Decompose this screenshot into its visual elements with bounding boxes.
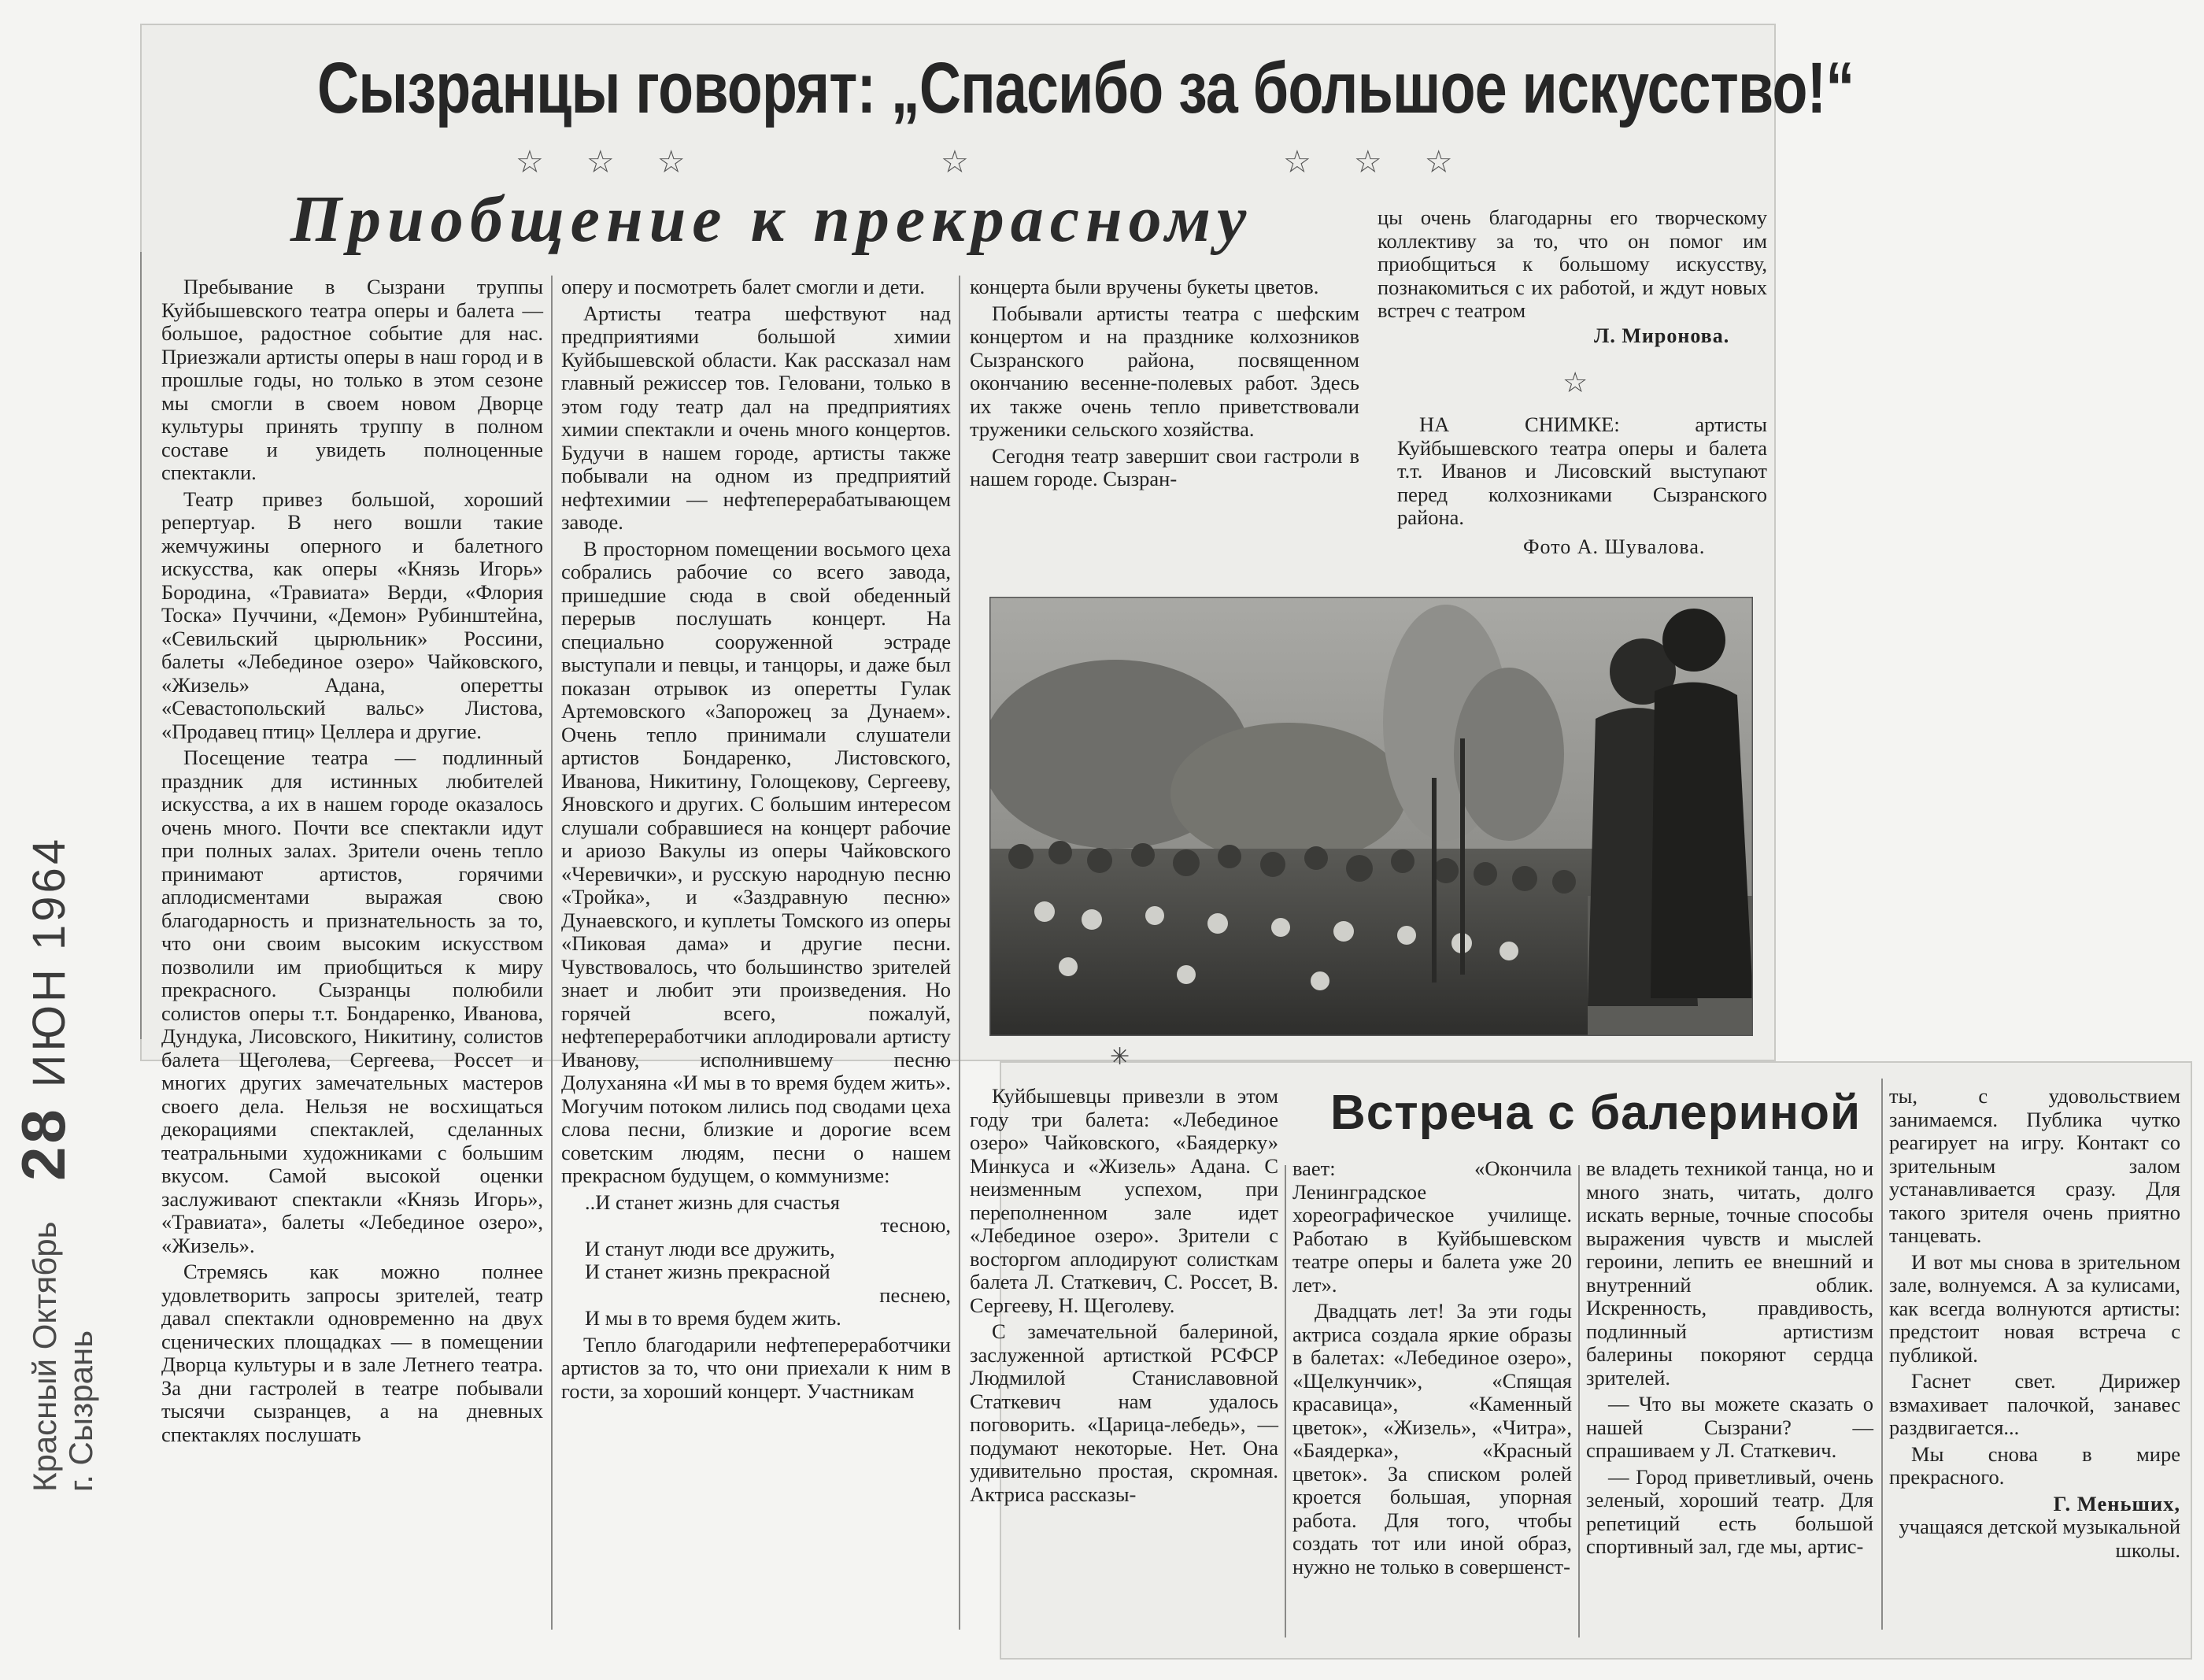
poem-line: ..И станет жизнь для счастья	[585, 1190, 840, 1214]
paragraph: Мы снова в мире прекрасного.	[1889, 1441, 2180, 1489]
star-separator-icon: ✳	[1110, 1044, 1130, 1070]
paragraph: Пребывание в Сызрани труппы Куйбышевского театра оперы и балета — большое, радостное событие для нас. Приезжали артисты оперы в наш город и в прошлые годы, но только в этом сезоне мы смогли в своем новом Дворце культуры принять труппу в полном составе и увидеть полноценные спектакли.	[161, 275, 543, 484]
date-day: 28	[9, 1106, 78, 1181]
page-headline: Сызранцы говорят: „Спасибо за большое искусство!“	[317, 48, 1855, 128]
caption-text: НА СНИМКЕ: артисты Куйбышевского театра оперы и балета т.т. Иванов и Лисовский выступают перед колхозниками Сызранского района.	[1397, 413, 1767, 529]
poem-line: И станут люди все дружить,	[585, 1236, 835, 1260]
poem	[585, 1191, 951, 1330]
article2-column-1	[970, 1085, 1278, 1509]
article2-title: Встреча с балериной	[1330, 1086, 1862, 1140]
source-stamp	[27, 1122, 99, 1492]
column-rule	[1578, 1165, 1580, 1637]
article1-column-3	[970, 276, 1359, 494]
column-rule	[959, 276, 960, 1630]
column-rule	[140, 252, 142, 1039]
paragraph: концерта были вручены букеты цветов.	[970, 275, 1319, 298]
paragraph: Гаснет свет. Дирижер взмахивает палочкой, занавес раздвигается...	[1889, 1369, 2180, 1439]
photo-caption	[1397, 413, 1767, 533]
date-stamp	[8, 677, 79, 1181]
paragraph: — Что вы можете сказать о нашей Сызрани? — спрашиваем у Л. Статкевич.	[1586, 1392, 1873, 1462]
paragraph: Сегодня театр завершит свои гастроли в нашем городе. Сызран-	[970, 443, 1359, 490]
concert-photo-image	[989, 597, 1753, 1036]
article2-column-4	[1889, 1085, 2180, 1562]
poem-line: И мы в то время будем жить.	[585, 1306, 841, 1330]
poem-line: тесною,	[880, 1213, 951, 1237]
article2-column-3	[1586, 1157, 1873, 1562]
column-rule	[1285, 1165, 1286, 1637]
star-separator-icon: ☆	[1562, 367, 1588, 398]
star-center-icon: ☆	[941, 144, 986, 179]
article1-column-2	[561, 276, 951, 1406]
paragraph: ве владеть техникой танца, но и много знать, читать, долго искать верные, точные способы выражения чувств и мыслей героини, лепить ее внешний и внутренний облик. Искренность, правдивость, подлинный артистизм балерины покоряют сердца зрителей.	[1586, 1156, 1873, 1390]
article1-signature: Л. Миронова.	[1594, 324, 1730, 347]
poem-line: И станет жизнь прекрасной	[585, 1260, 830, 1283]
paragraph: Театр привез большой, хороший репертуар. В него вошли такие жемчужины оперного и балетного искусства, как оперы «Князь Игорь» Бородина, «Травиата» Верди, «Флория Тоска» Пуччини, «Демон» Рубинштейна, «Севильский цырюльник» Россини, балеты «Лебединое озеро» Чайковского, «Жизель» Адана, оперетты «Севастопольский вальс» Листова, «Продавец птиц» Целлера и другие.	[161, 487, 543, 743]
star-row-right-icon: ☆ ☆ ☆	[1283, 144, 1470, 179]
paragraph: ты, с удовольствием занимаемся. Публика чутко реагирует на игру. Контакт со зрительным залом устанавливается сразу. Для такого зрителя очень приятно танцевать.	[1889, 1084, 2180, 1247]
paragraph: Артисты театра шефствуют над предприятиями большой химии Куйбышевской области. Как рассказал нам главный режиссер тов. Геловани, только в этом году театр дал на предприятиях химии спектакли и очень много концертов. Будучи в нашем городе, артисты также побывали на одном из предприятий нефтехимии — нефтеперерабатывающем заводе.	[561, 301, 951, 534]
paragraph: Посещение театра — подлинный праздник для истинных любителей искусства, а их в нашем городе оказалось очень много. Почти все спектакли идут при полных залах. Зрители очень тепло принимают артистов, горячими аплодисментами выражая свою благодарность и признательность за то, что они своим высоким искусством позволили им приобщиться к миру прекрасного. Сызранцы полюбили солистов оперы т.т. Бондаренко, Иванова, Дундука, Лисовского, Никитину, солистов балета Щеголева, Сергеева, Россет и многих других замечательных мастеров своего дела. Нельзя не восхищаться декорациями спектаклей, сделанных театральными художниками с большим вкусом. Самой высокой оценки заслуживают спектакли «Князь Игорь», «Травиата», балеты «Лебединое озеро», «Жизель».	[161, 746, 543, 1257]
paragraph: Куйбышевцы привезли в этом году три балета: «Лебединое озеро» Чайковского, «Баядерку» Минкуса и «Жизель» Адана. С неизменным успехом, при переполненном зале идет «Лебединое озеро». Зрители с восторгом аплодируют солисткам балета Л. Статкевич, С. Россет, В. Сергееву, Н. Щеголеву.	[970, 1084, 1278, 1317]
article2-signature: Г. Меньших,	[2053, 1491, 2180, 1515]
paragraph: И вот мы снова в зрительном зале, волнуемся. А за кулисами, как всегда волнуются артисты: предстоит новая встреча с публикой.	[1889, 1249, 2180, 1367]
source-newspaper: Красный Октябрь	[26, 1221, 63, 1492]
paragraph: Стремясь как можно полнее удовлетворить запросы зрителей, театр давал спектакли одновременно на двух сценических площадках — в помещении Дворца культуры и в зале Летнего театра. За дни гастролей в театре побывали тысячи сызранцев, а на дневных спектаклях послушать	[161, 1260, 543, 1446]
article2-column-2	[1292, 1157, 1572, 1582]
star-row-left-icon: ☆ ☆ ☆	[516, 144, 703, 179]
paragraph: вает: «Окончила Ленинградское хореографическое училище. Работаю в Куйбышевском театре оперы и балета уже 20 лет».	[1292, 1156, 1572, 1297]
article1-column-1	[161, 276, 543, 1449]
column-rule	[1881, 1079, 1883, 1630]
paragraph: Двадцать лет! За эти годы актриса создала яркие образы в балетах: «Лебединое озеро», «Щелкунчик», «Спящая красавица», «Каменный цветок», «Жизель», «Читра», «Баядерка», «Красный цветок». За списком ролей кроется большая, упорная работа. Для того, чтобы создать тот или иной образ, нужно не только в совершенст-	[1292, 1299, 1572, 1578]
article-subheadline: Приобщение к прекрасному	[290, 183, 1253, 256]
paragraph: Побывали артисты театра с шефским концертом и на празднике колхозников Сызранского района, посвященном окончанию весенне-полевых работ. Здесь их также очень тепло приветствовали труженики сельского хозяйства.	[970, 301, 1359, 441]
poem-line: песнею,	[879, 1282, 951, 1307]
paragraph: оперу и посмотреть балет смогли и дети.	[561, 275, 925, 298]
article2-signature-subtitle: учащаяся детской музыкальной школы.	[1899, 1515, 2180, 1562]
paragraph: — Город приветливый, очень зеленый, хороший театр. Для репетиций есть большой спортивный зал, где мы, артис-	[1586, 1464, 1873, 1558]
paragraph: В просторном помещении восьмого цеха собрались рабочие со всего завода, пришедшие сюда в свой обеденный перерыв послушать концерт. На специально сооруженной эстраде выступали и певцы, и танцоры, и даже был показан отрывок из оперетты Гулак Артемовского «Запорожец за Дунаем». Очень тепло принимали слушатели артистов Бондаренко, Листовского, Иванова, Никитину, Голощекову, Сергееву, Яновского и других. С большим интересом слушали собравшиеся на концерт рабочие и ариозо Вакулы из оперы Чайковского «Черевички», и русскую народную песню «Тройка», и «Заздравную песню» Дунаевского, и куплеты Томского из оперы «Пиковая дама» и другие песни. Чувствовалось, что большинство зрителей знает и любит эти произведения. Но горячей всего, пожалуй, нефтепереработчики аплодировали артисту Иванову, исполнившему песню Долуханяна «И мы в то время будем жить». Могучим потоком лились под сводами цеха слова песни, близкие и дорогие всем советским людям, песни о нашем прекрасном будущем, о коммунизме:	[561, 536, 951, 1187]
date-month-year: ИЮН 1964	[24, 835, 75, 1088]
column-rule	[551, 276, 553, 1630]
concert-photo	[989, 597, 1753, 1036]
article1-column-4	[1378, 206, 1767, 326]
paragraph: С замечательной балериной, заслуженной артисткой РСФСР Людмилой Станиславовной Статкевич нам удалось поговорить. «Царица-лебедь», — подумают некоторые. Нет. Она удивительно простая, скромная. Актриса рассказы-	[970, 1319, 1278, 1506]
paragraph: цы очень благодарны его творческому коллективу за то, что он помог им приобщиться к большому искусству, познакомиться с их работой, и ждут новых встреч с театром	[1378, 205, 1767, 322]
photo-credit: Фото А. Шувалова.	[1523, 535, 1706, 558]
paragraph: Тепло благодарили нефтепереработчики артистов за то, что они приехали к ним в гости, за хороший концерт. Участникам	[561, 1332, 951, 1403]
source-city: г. Сызрань	[62, 1330, 99, 1492]
